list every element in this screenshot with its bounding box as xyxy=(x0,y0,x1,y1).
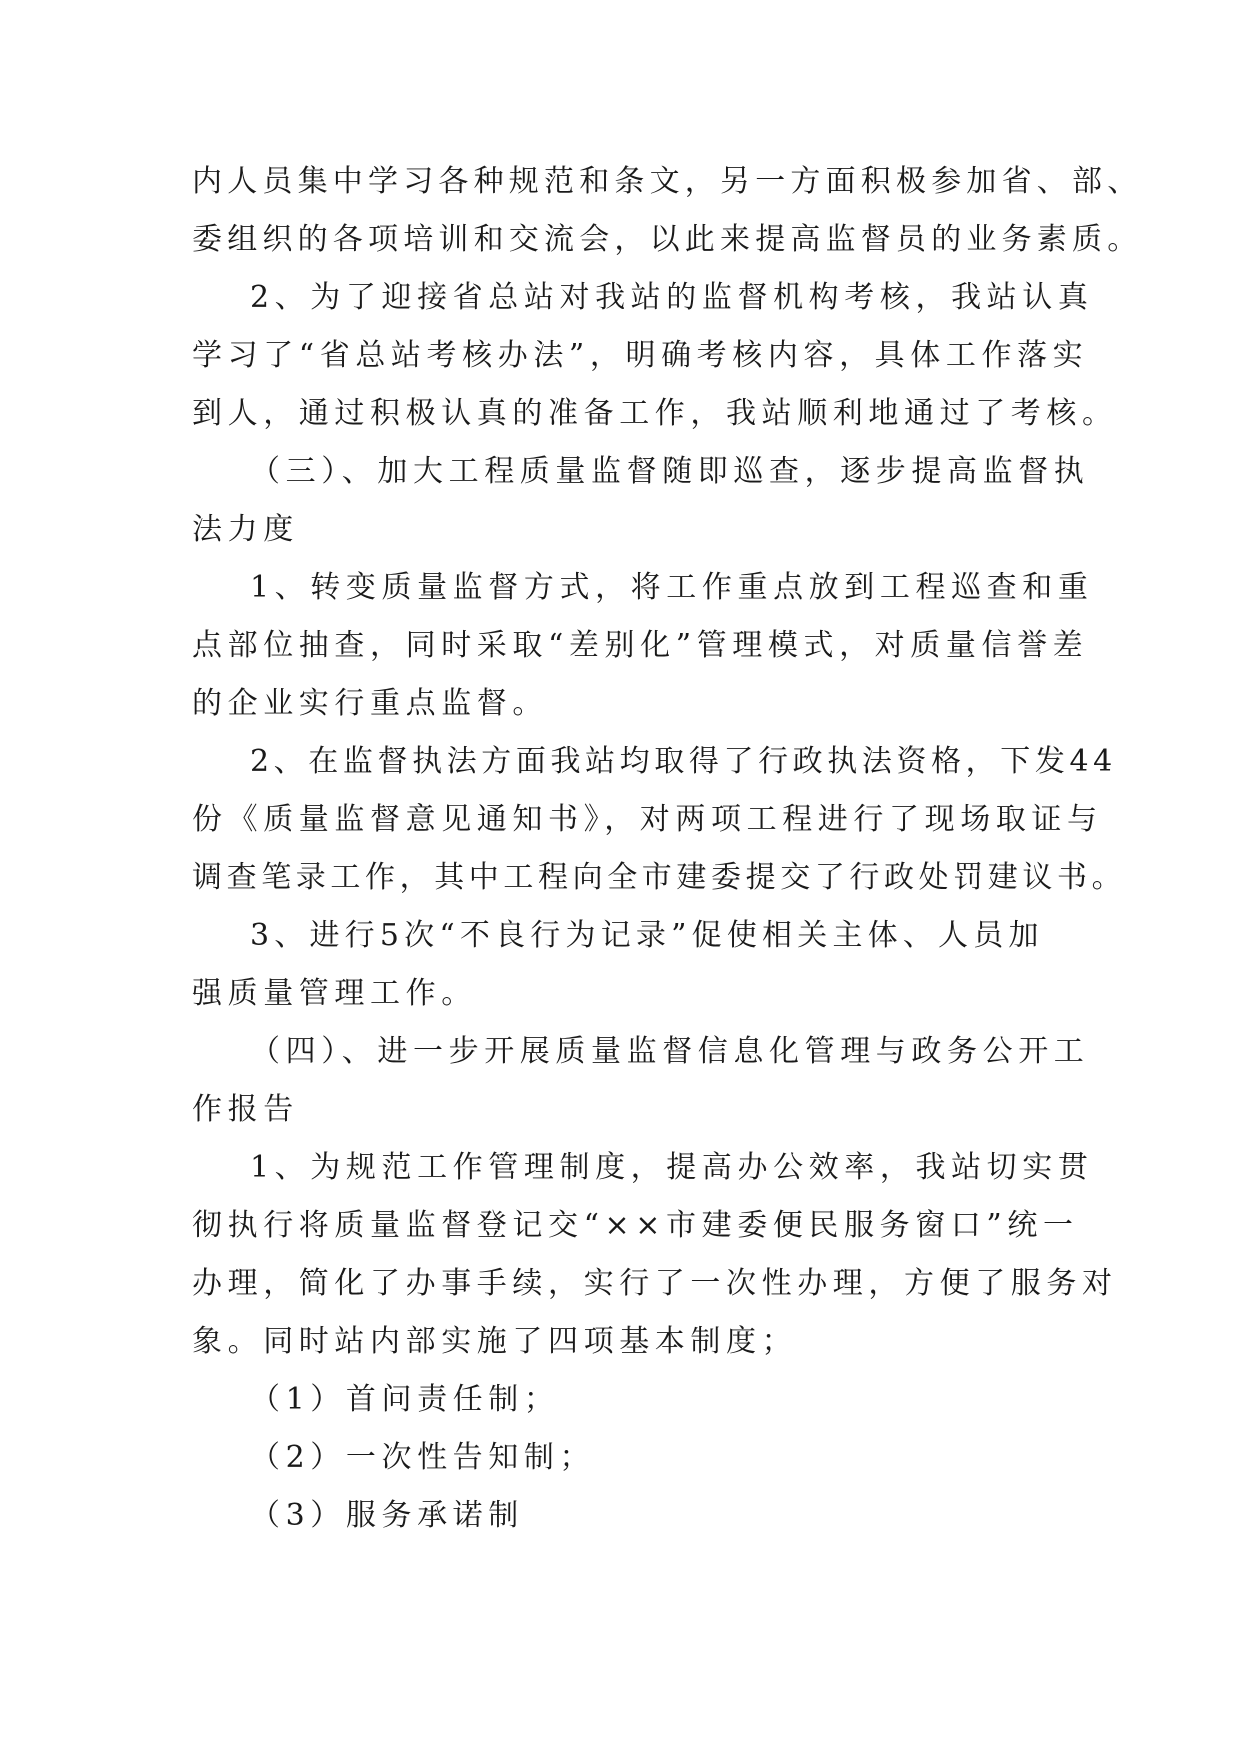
paragraph-line: 2、为了迎接省总站对我站的监督机构考核，我站认真 xyxy=(250,280,1094,315)
paragraph-line: 1、为规范工作管理制度，提高办公效率，我站切实贯 xyxy=(250,1150,1094,1185)
paragraph-line: 象。同时站内部实施了四项基本制度； xyxy=(192,1324,798,1359)
section-heading-line: （三）、加大工程质量监督随即巡查，逐步提高监督执 xyxy=(250,454,1090,489)
list-item: （2）一次性告知制； xyxy=(250,1440,596,1475)
list-item: （3）服务承诺制 xyxy=(250,1498,524,1533)
section-heading-line: （四）、进一步开展质量监督信息化管理与政务公开工 xyxy=(250,1034,1090,1069)
section-heading-line: 法力度 xyxy=(192,512,299,547)
paragraph-line: 强质量管理工作。 xyxy=(192,976,477,1011)
paragraph-line: 的企业实行重点监督。 xyxy=(192,686,548,721)
paragraph-line: 份《质量监督意见通知书》，对两项工程进行了现场取证与 xyxy=(192,802,1103,837)
paragraph-line: 调查笔录工作，其中工程向全市建委提交了行政处罚建议书。 xyxy=(192,860,1127,895)
paragraph-line: 学习了“省总站考核办法”，明确考核内容，具体工作落实 xyxy=(192,338,1089,373)
paragraph-line: 3、进行5次“不良行为记录”促使相关主体、人员加 xyxy=(250,918,1044,953)
list-item: （1）首问责任制； xyxy=(250,1382,560,1417)
paragraph-line: 委组织的各项培训和交流会，以此来提高监督员的业务素质。 xyxy=(192,222,1143,257)
paragraph-line: 办理，简化了办事手续，实行了一次性办理，方便了服务对 xyxy=(192,1266,1118,1301)
section-heading-line: 作报告 xyxy=(192,1092,299,1127)
paragraph-line: 到人，通过积极认真的准备工作，我站顺利地通过了考核。 xyxy=(192,396,1118,431)
paragraph-line: 2、在监督执法方面我站均取得了行政执法资格，下发44 xyxy=(250,744,1117,779)
paragraph-line: 1、转变质量监督方式，将工作重点放到工程巡查和重 xyxy=(250,570,1094,605)
paragraph-line: 内人员集中学习各种规范和条文，另一方面积极参加省、部、 xyxy=(192,164,1143,199)
paragraph-line: 彻执行将质量监督登记交“××市建委便民服务窗口”统一 xyxy=(192,1208,1079,1243)
paragraph-line: 点部位抽查，同时采取“差别化”管理模式，对质量信誉差 xyxy=(192,628,1089,663)
